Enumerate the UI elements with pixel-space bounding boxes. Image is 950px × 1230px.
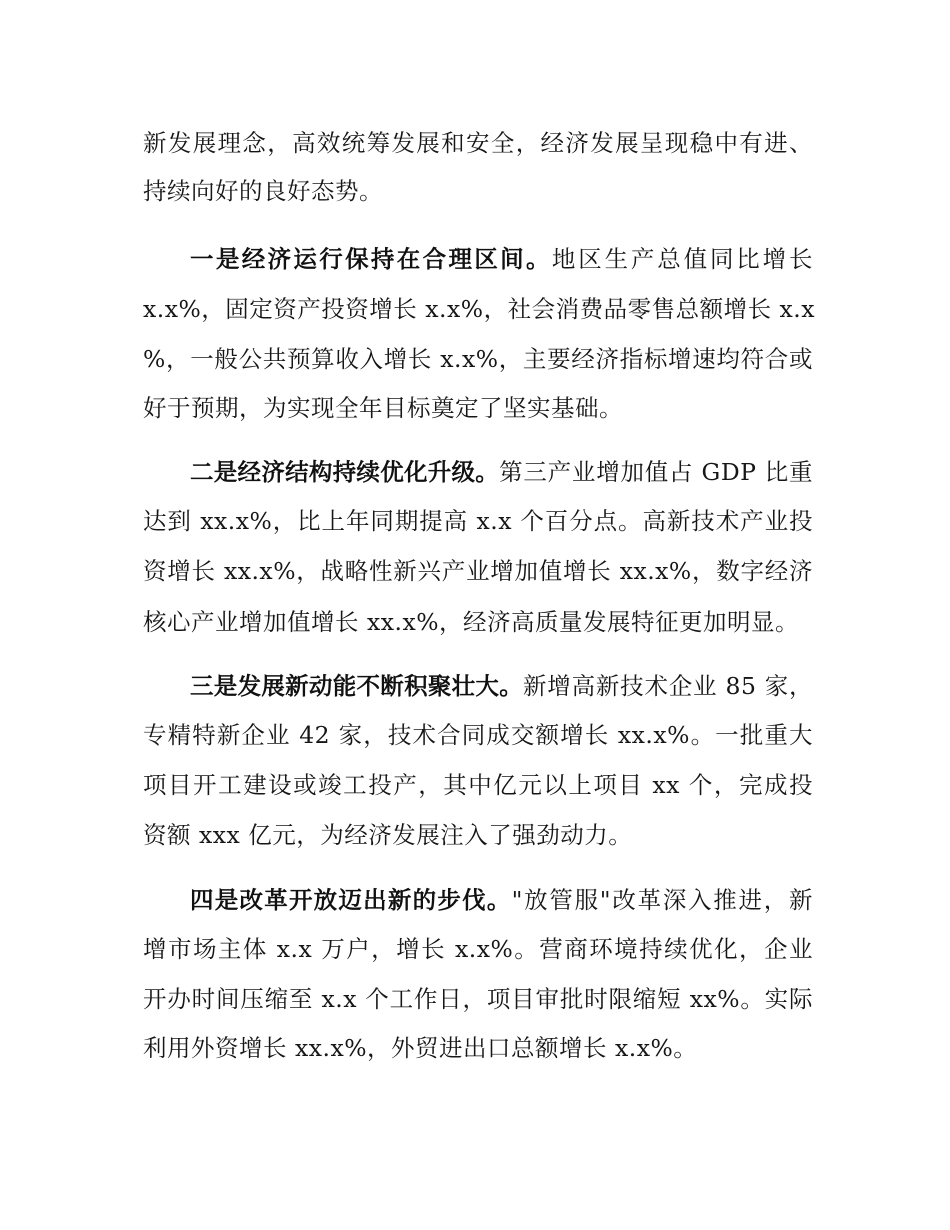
paragraph-4-line-2: 增市场主体 x.x 万户，增长 x.x%。营商环境持续优化，企业 [143,935,813,963]
paragraph-1-first-line [190,242,813,276]
paragraph-3-line-2: 专精特新企业 42 家，技术合同成交额增长 xx.x%。一批重大 [143,721,813,749]
paragraph-2-line-2: 达到 xx.x%，比上年同期提高 x.x 个百分点。高新技术产业投 [143,507,813,535]
paragraph-3-line-1: 新增高新技术企业 85 家， [523,672,814,700]
paragraph-4-line-3: 开办时间压缩至 x.x 个工作日，项目审批时限缩短 xx%。实际 [143,985,813,1013]
paragraph-2-line-4: 核心产业增加值增长 xx.x%，经济高质量发展特征更加明显。 [143,608,800,636]
intro-line-1: 新发展理念，高效统筹发展和安全，经济发展呈现稳中有进、 [143,129,813,157]
paragraph-4-line-1: "放管服"改革深入推进，新 [511,886,814,914]
paragraph-1-heading: 一是经济运行保持在合理区间。 [190,245,552,273]
paragraph-3-line-3: 项目开工建设或竣工投产，其中亿元以上项目 xx 个，完成投 [143,771,813,799]
paragraph-1-line-2: x.x%，固定资产投资增长 x.x%，社会消费品零售总额增长 x.x [143,295,816,323]
paragraph-1-line-4: 好于预期，为实现全年目标奠定了坚实基础。 [143,394,623,422]
paragraph-1-line-1: 地区生产总值同比增长 [551,245,814,273]
paragraph-3-heading: 三是发展新动能不断积聚壮大。 [190,672,524,700]
paragraph-3-first-line [190,669,813,703]
paragraph-2-heading: 二是经济结构持续优化升级。 [190,458,500,486]
paragraph-2-line-1: 第三产业增加值占 GDP 比重 [499,458,813,486]
paragraph-2-first-line [190,455,813,489]
paragraph-4-heading: 四是改革开放迈出新的步伐。 [190,886,512,914]
paragraph-3-line-4: 资额 xxx 亿元，为经济发展注入了强劲动力。 [143,821,633,849]
intro-line-2: 持续向好的良好态势。 [143,177,383,205]
paragraph-4-line-4: 利用外资增长 xx.x%，外贸进出口总额增长 x.x%。 [143,1034,698,1062]
paragraph-2-line-3: 资增长 xx.x%，战略性新兴产业增加值增长 xx.x%，数字经济 [143,557,813,585]
paragraph-1-line-3: %，一般公共预算收入增长 x.x%，主要经济指标增速均符合或 [143,345,813,373]
paragraph-4-first-line [190,883,813,917]
